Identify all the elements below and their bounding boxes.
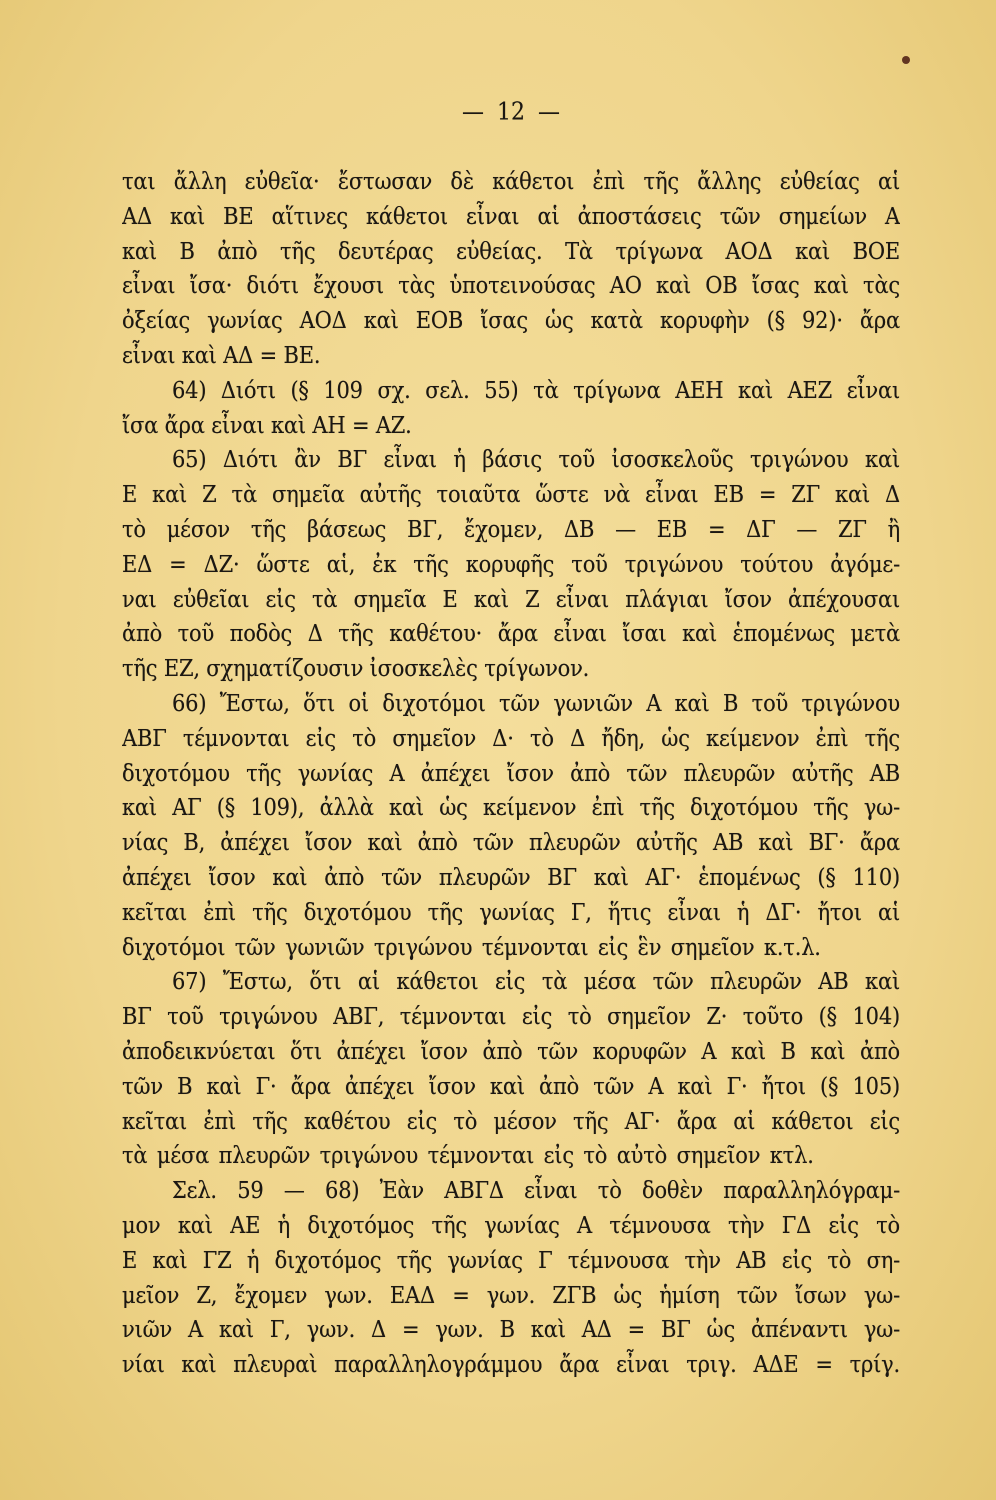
text-line: Ε καὶ ΓΖ ἡ διχοτόμος τῆς γωνίας Γ τέμνουσα τὴν ΑΒ εἰς τὸ ση- <box>122 1246 900 1274</box>
text-line: καὶ ΑΓ (§ 109), ἀλλὰ καὶ ὡς κείμενον ἐπὶ τῆς διχοτόμου τῆς γω- <box>122 793 900 821</box>
text-line: διχοτόμοι τῶν γωνιῶν τριγώνου τέμνονται εἰς ἓν σημεῖον κ.τ.λ. <box>122 933 821 960</box>
text-line: ναι εὐθεῖαι εἰς τὰ σημεῖα Ε καὶ Ζ εἶναι πλάγιαι ἴσον ἀπέχουσαι <box>122 585 900 612</box>
text-line: ὀξείας γωνίας ΑΟΔ καὶ ΕΟΒ ἴσας ὡς κατὰ κορυφὴν (§ 92)· ἄρα <box>122 306 900 334</box>
text-line: διχοτόμου τῆς γωνίας Α ἀπέχει ἴσον ἀπὸ τῶν πλευρῶν αὐτῆς ΑΒ <box>122 759 900 786</box>
text-line: τῆς ΕΖ, σχηματίζουσιν ἰσοσκελὲς τρίγωνον. <box>122 654 590 682</box>
text-block <box>122 164 900 1382</box>
page-number: — 12 — <box>462 98 560 127</box>
text-line: τὸ μέσον τῆς βάσεως ΒΓ, ἔχομεν, ΔΒ — ΕΒ = ΔΓ — ΖΓ ἢ <box>122 515 900 543</box>
text-line: μον καὶ ΑΕ ἡ διχοτόμος τῆς γωνίας Α τέμνουσα τὴν ΓΔ εἰς τὸ <box>122 1211 900 1239</box>
text-line: νίας Β, ἀπέχει ἴσον καὶ ἀπὸ τῶν πλευρῶν αὐτῆς ΑΒ καὶ ΒΓ· ἄρα <box>122 828 900 856</box>
text-line: ΒΓ τοῦ τριγώνου ΑΒΓ, τέμνονται εἰς τὸ σημεῖον Ζ· τοῦτο (§ 104) <box>122 1002 900 1030</box>
text-line: τῶν Β καὶ Γ· ἄρα ἀπέχει ἴσον καὶ ἀπὸ τῶν Α καὶ Γ· ἤτοι (§ 105) <box>122 1072 900 1100</box>
text-line: ἀπέχει ἴσον καὶ ἀπὸ τῶν πλευρῶν ΒΓ καὶ ΑΓ· ἑπομένως (§ 110) <box>122 863 900 891</box>
text-line: 64) Διότι (§ 109 σχ. σελ. 55) τὰ τρίγωνα ΑΕΗ καὶ ΑΕΖ εἶναι <box>172 376 900 404</box>
text-line: ΕΔ = ΔΖ· ὥστε αἱ, ἐκ τῆς κορυφῆς τοῦ τριγώνου τούτου ἀγόμε- <box>122 550 900 578</box>
text-line: ἀποδεικνύεται ὅτι ἀπέχει ἴσον ἀπὸ τῶν κορυφῶν Α καὶ Β καὶ ἀπὸ <box>122 1037 900 1065</box>
paragraph-64 <box>122 373 900 443</box>
text-line: ται ἄλλη εὐθεῖα· ἔστωσαν δὲ κάθετοι ἐπὶ τῆς ἄλλης εὐθείας αἱ <box>122 167 900 195</box>
text-line: Ε καὶ Ζ τὰ σημεῖα αὐτῆς τοιαῦτα ὥστε νὰ εἶναι ΕΒ = ΖΓ καὶ Δ <box>122 480 900 508</box>
paragraph-68 <box>122 1173 900 1382</box>
text-line: νιῶν Α καὶ Γ, γων. Δ = γων. Β καὶ ΑΔ = ΒΓ ὡς ἀπέναντι γω- <box>122 1315 900 1343</box>
text-line: 66) Ἔστω, ὅτι οἱ διχοτόμοι τῶν γωνιῶν Α καὶ Β τοῦ τριγώνου <box>172 689 900 717</box>
text-line: 65) Διότι ἂν ΒΓ εἶναι ἡ βάσις τοῦ ἰσοσκελοῦς τριγώνου καὶ <box>172 445 900 473</box>
paragraph-66 <box>122 686 900 964</box>
text-line: καὶ Β ἀπὸ τῆς δευτέρας εὐθείας. Τὰ τρίγωνα ΑΟΔ καὶ ΒΟΕ <box>122 237 900 264</box>
text-line: ἀπὸ τοῦ ποδὸς Δ τῆς καθέτου· ἄρα εἶναι ἴσαι καὶ ἑπομένως μετὰ <box>122 619 900 647</box>
text-line: τὰ μέσα πλευρῶν τριγώνου τέμνονται εἰς τὸ αὐτὸ σημεῖον κτλ. <box>122 1141 814 1169</box>
ink-speck <box>902 56 910 64</box>
text-line: μεῖον Ζ, ἔχομεν γων. ΕΑΔ = γων. ΖΓΒ ὡς ἡμίση τῶν ἴσων γω- <box>122 1281 900 1308</box>
text-line: κεῖται ἐπὶ τῆς διχοτόμου τῆς γωνίας Γ, ἥτις εἶναι ἡ ΔΓ· ἤτοι αἱ <box>122 898 900 926</box>
text-line: εἶναι ἴσα· διότι ἔχουσι τὰς ὑποτεινούσας ΑΟ καὶ ΟΒ ἴσας καὶ τὰς <box>122 271 900 299</box>
text-line: ἴσα ἄρα εἶναι καὶ ΑΗ = ΑΖ. <box>122 411 412 438</box>
paragraph-67 <box>122 964 900 1173</box>
paragraph-65 <box>122 442 900 686</box>
paragraph-continuation <box>122 164 900 373</box>
text-line: εἶναι καὶ ΑΔ = ΒΕ. <box>122 341 321 369</box>
text-line: κεῖται ἐπὶ τῆς καθέτου εἰς τὸ μέσον τῆς ΑΓ· ἄρα αἱ κάθετοι εἰς <box>122 1107 900 1134</box>
text-line: ΑΒΓ τέμνονται εἰς τὸ σημεῖον Δ· τὸ Δ ἤδη, ὡς κείμενον ἐπὶ τῆς <box>122 724 900 752</box>
text-line: ΑΔ καὶ ΒΕ αἵτινες κάθετοι εἶναι αἱ ἀποστάσεις τῶν σημείων Α <box>122 202 900 230</box>
text-line: Σελ. 59 — 68) Ἐὰν ΑΒΓΔ εἶναι τὸ δοθὲν παραλληλόγραμ- <box>172 1176 900 1204</box>
text-line: 67) Ἔστω, ὅτι αἱ κάθετοι εἰς τὰ μέσα τῶν πλευρῶν ΑΒ καὶ <box>172 967 900 995</box>
text-line: νίαι καὶ πλευραὶ παραλληλογράμμου ἄρα εἶναι τριγ. ΑΔΕ = τρίγ. <box>122 1350 900 1378</box>
